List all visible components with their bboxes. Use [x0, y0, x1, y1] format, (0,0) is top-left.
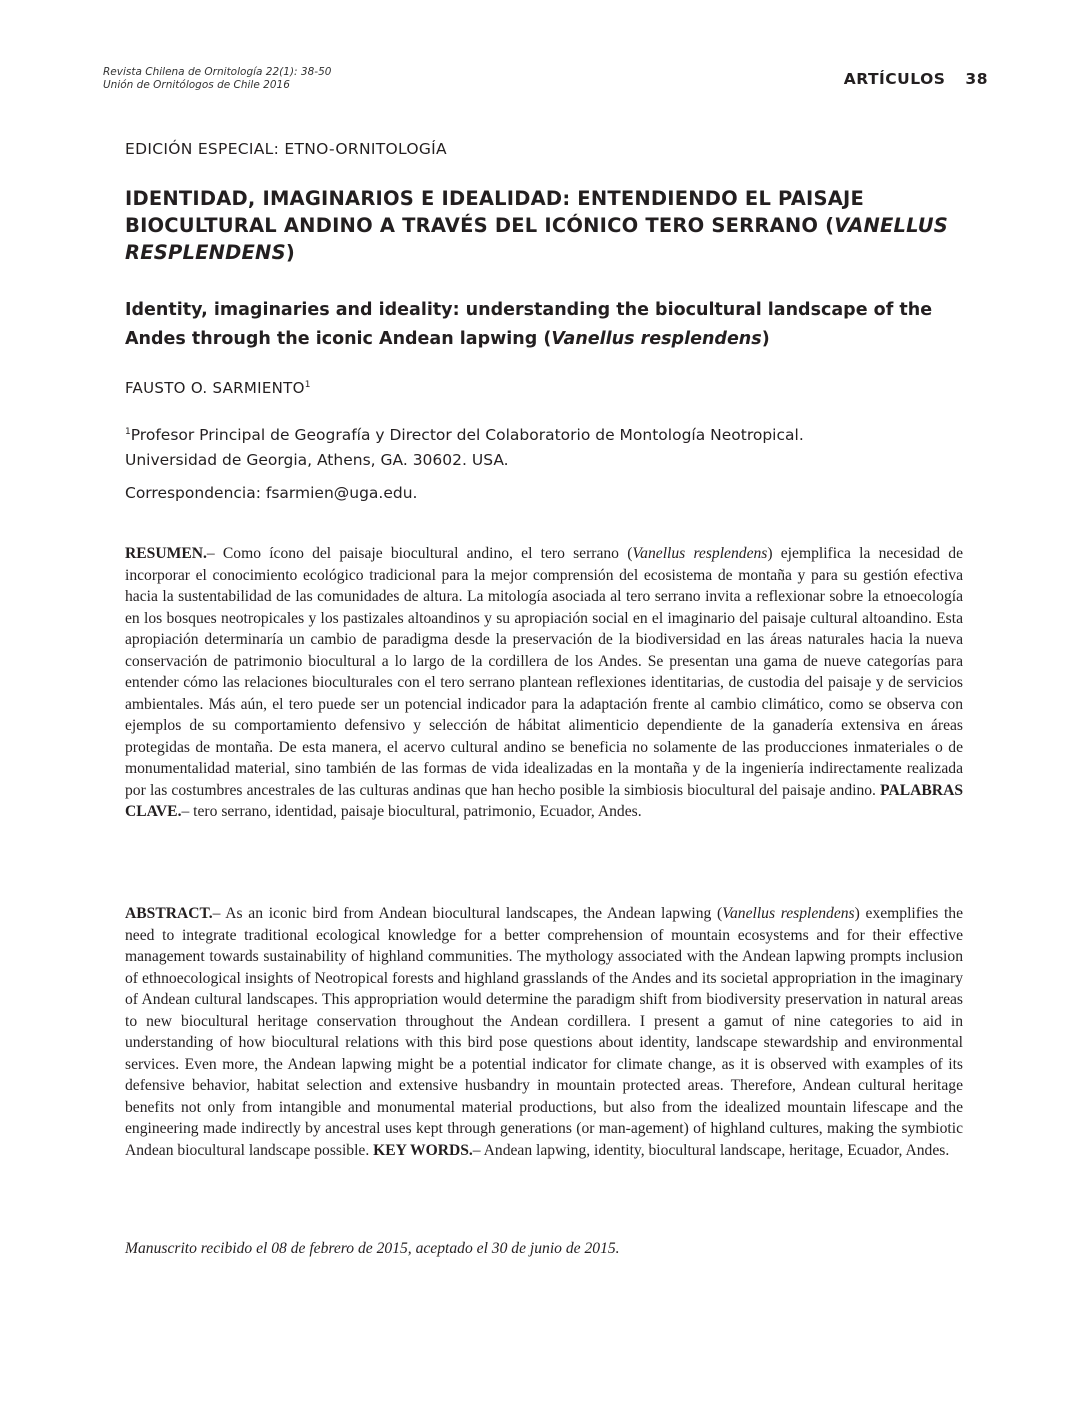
key-words-label: KEY WORDS. — [373, 1141, 473, 1159]
affiliation-marker: 1 — [125, 427, 131, 437]
society-line: Unión de Ornitólogos de Chile 2016 — [103, 79, 290, 91]
affiliation-line-2: Universidad de Georgia, Athens, GA. 30602. USA. — [125, 451, 509, 469]
abstract-text-1: – As an iconic bird from Andean biocultural landscapes, the Andean lapwing ( — [212, 905, 723, 922]
author-name: FAUSTO O. SARMIENTO — [125, 379, 305, 397]
title-spanish-text: IDENTIDAD, IMAGINARIOS E IDEALIDAD: ENTENDIENDO EL PAISAJE BIOCULTURAL ANDINO A TRAVÉS DEL ICÓNICO TERO SERRANO ( — [125, 187, 865, 237]
title-english-species: Vanellus resplendens — [551, 329, 762, 349]
manuscript-dates: Manuscrito recibido el 08 de febrero de 2015, aceptado el 30 de junio de 2015. — [125, 1240, 620, 1257]
resumen-label: RESUMEN. — [125, 545, 207, 562]
palabras-clave-label: PALABRAS CLAVE. — [125, 781, 963, 820]
affiliation — [125, 420, 975, 473]
abstract-label: ABSTRACT. — [125, 905, 213, 922]
abstract-species: Vanellus resplendens — [722, 905, 855, 922]
journal-header — [103, 66, 331, 92]
author-line — [125, 379, 311, 397]
title-spanish — [125, 185, 975, 266]
palabras-clave: – tero serrano, identidad, paisaje biocultural, patrimonio, Ecuador, Andes. — [181, 803, 642, 820]
title-english-close: ) — [761, 329, 770, 349]
resumen-text-1: – Como ícono del paisaje biocultural andino, el tero serrano ( — [206, 545, 633, 562]
running-header — [844, 70, 988, 88]
resumen-text-2: ) ejemplifica la necesidad de incorporar el conocimiento ecológico tradicional para la mejor comprensión del ecosistema de montaña y para su gestión efectiva hacia la sustentabilidad de las comunidades de altura. La mitología asociada al tero serrano invita a reflexionar sobre la etnoecología en los bosques neotropicales y los pastizales altoandinos y su apropiación social en el imaginario del paisaje cultural altoandino. Esta apropiación determinaría un cambio de paradigma desde la preservación de la biodiversidad en las áreas naturales hacia la nueva conservación de patrimonio biocultural a lo largo de la cordillera de los Andes. Se presentan una gama de nueve categorías para entender cómo las relaciones bioculturales con el tero serrano plantean reflexiones identitarias, de custodia del paisaje y de servicios ambientales. Más aún, el tero puede ser un potencial indicador para la adaptación frente al cambio climático, como se observa con ejemplos de su comportamiento defensivo y selección de hábitat alimenticio dependiente de la ganadería extensiva en áreas protegidas de montaña. De esta manera, el acervo cultural andino se beneficia no solamente de las producciones inmateriales o de monumentalidad material, sino también de las formas de vida idealizadas en la montaña y de la ingeniería indirectamente realizada por las costumbres ancestrales de las culturas andinas que han hecho posible la simbiosis biocultural del paisaje andino. — [125, 545, 963, 799]
section-label: ARTÍCULOS — [843, 70, 946, 88]
title-english-text: Identity, imaginaries and ideality: understanding the biocultural landscape of the Andes through the iconic Andean lapwing ( — [125, 300, 933, 349]
key-words: – Andean lapwing, identity, biocultural landscape, heritage, Ecuador, Andes. — [472, 1141, 950, 1159]
special-edition-label: EDICIÓN ESPECIAL: ETNO-ORNITOLOGÍA — [125, 140, 447, 158]
title-spanish-species: VANELLUS RESPLENDENS — [125, 214, 949, 264]
abstract-paragraph — [125, 903, 963, 1161]
title-spanish-close: ) — [285, 241, 295, 264]
journal-citation: Revista Chilena de Ornitología 22(1): 38-50 — [103, 66, 332, 78]
page-number: 38 — [965, 70, 988, 88]
abstract-text-2: ) exemplifies the need to integrate traditional ecological knowledge for a better comprehension of mountain ecosystems and for their effective management towards sustainability of highland communities. The mythology associated with the Andean lapwing prompts inclusion of ethnoecological insights of Neotropical forests and highland grasslands of the Andes and its societal appropriation in the imaginary of Andean cultural landscapes. This appropriation would determine the paradigm shift from biodiversity preservation in natural areas to new biocultural heritage conservation throughout the Andean cordillera. I present a gamut of nine categories to aid in understanding of how biocultural relations with this bird pose questions about identity, landscape stewardship and environmental services. Even more, the Andean lapwing might be a potential indicator for climate change, as it is observed with examples of its defensive behavior, habitat selection and extensive husbandry in mountain protected areas. Therefore, Andean cultural heritage benefits not only from intangible and monumental material productions, but also from the idealized mountain lifescape and the engineering made indirectly by ancestral uses kept through generations (or man-agement) of highland cultures, making the symbiotic Andean biocultural landscape possible. — [125, 905, 964, 1159]
title-english — [125, 296, 975, 354]
resumen-species: Vanellus resplendens — [632, 545, 768, 562]
affiliation-line-1: Profesor Principal de Geografía y Director del Colaboratorio de Montología Neotropical. — [130, 426, 804, 444]
correspondence: Correspondencia: fsarmien@uga.edu. — [125, 484, 418, 502]
resumen-paragraph — [125, 543, 963, 823]
author-affiliation-marker: 1 — [304, 380, 311, 390]
